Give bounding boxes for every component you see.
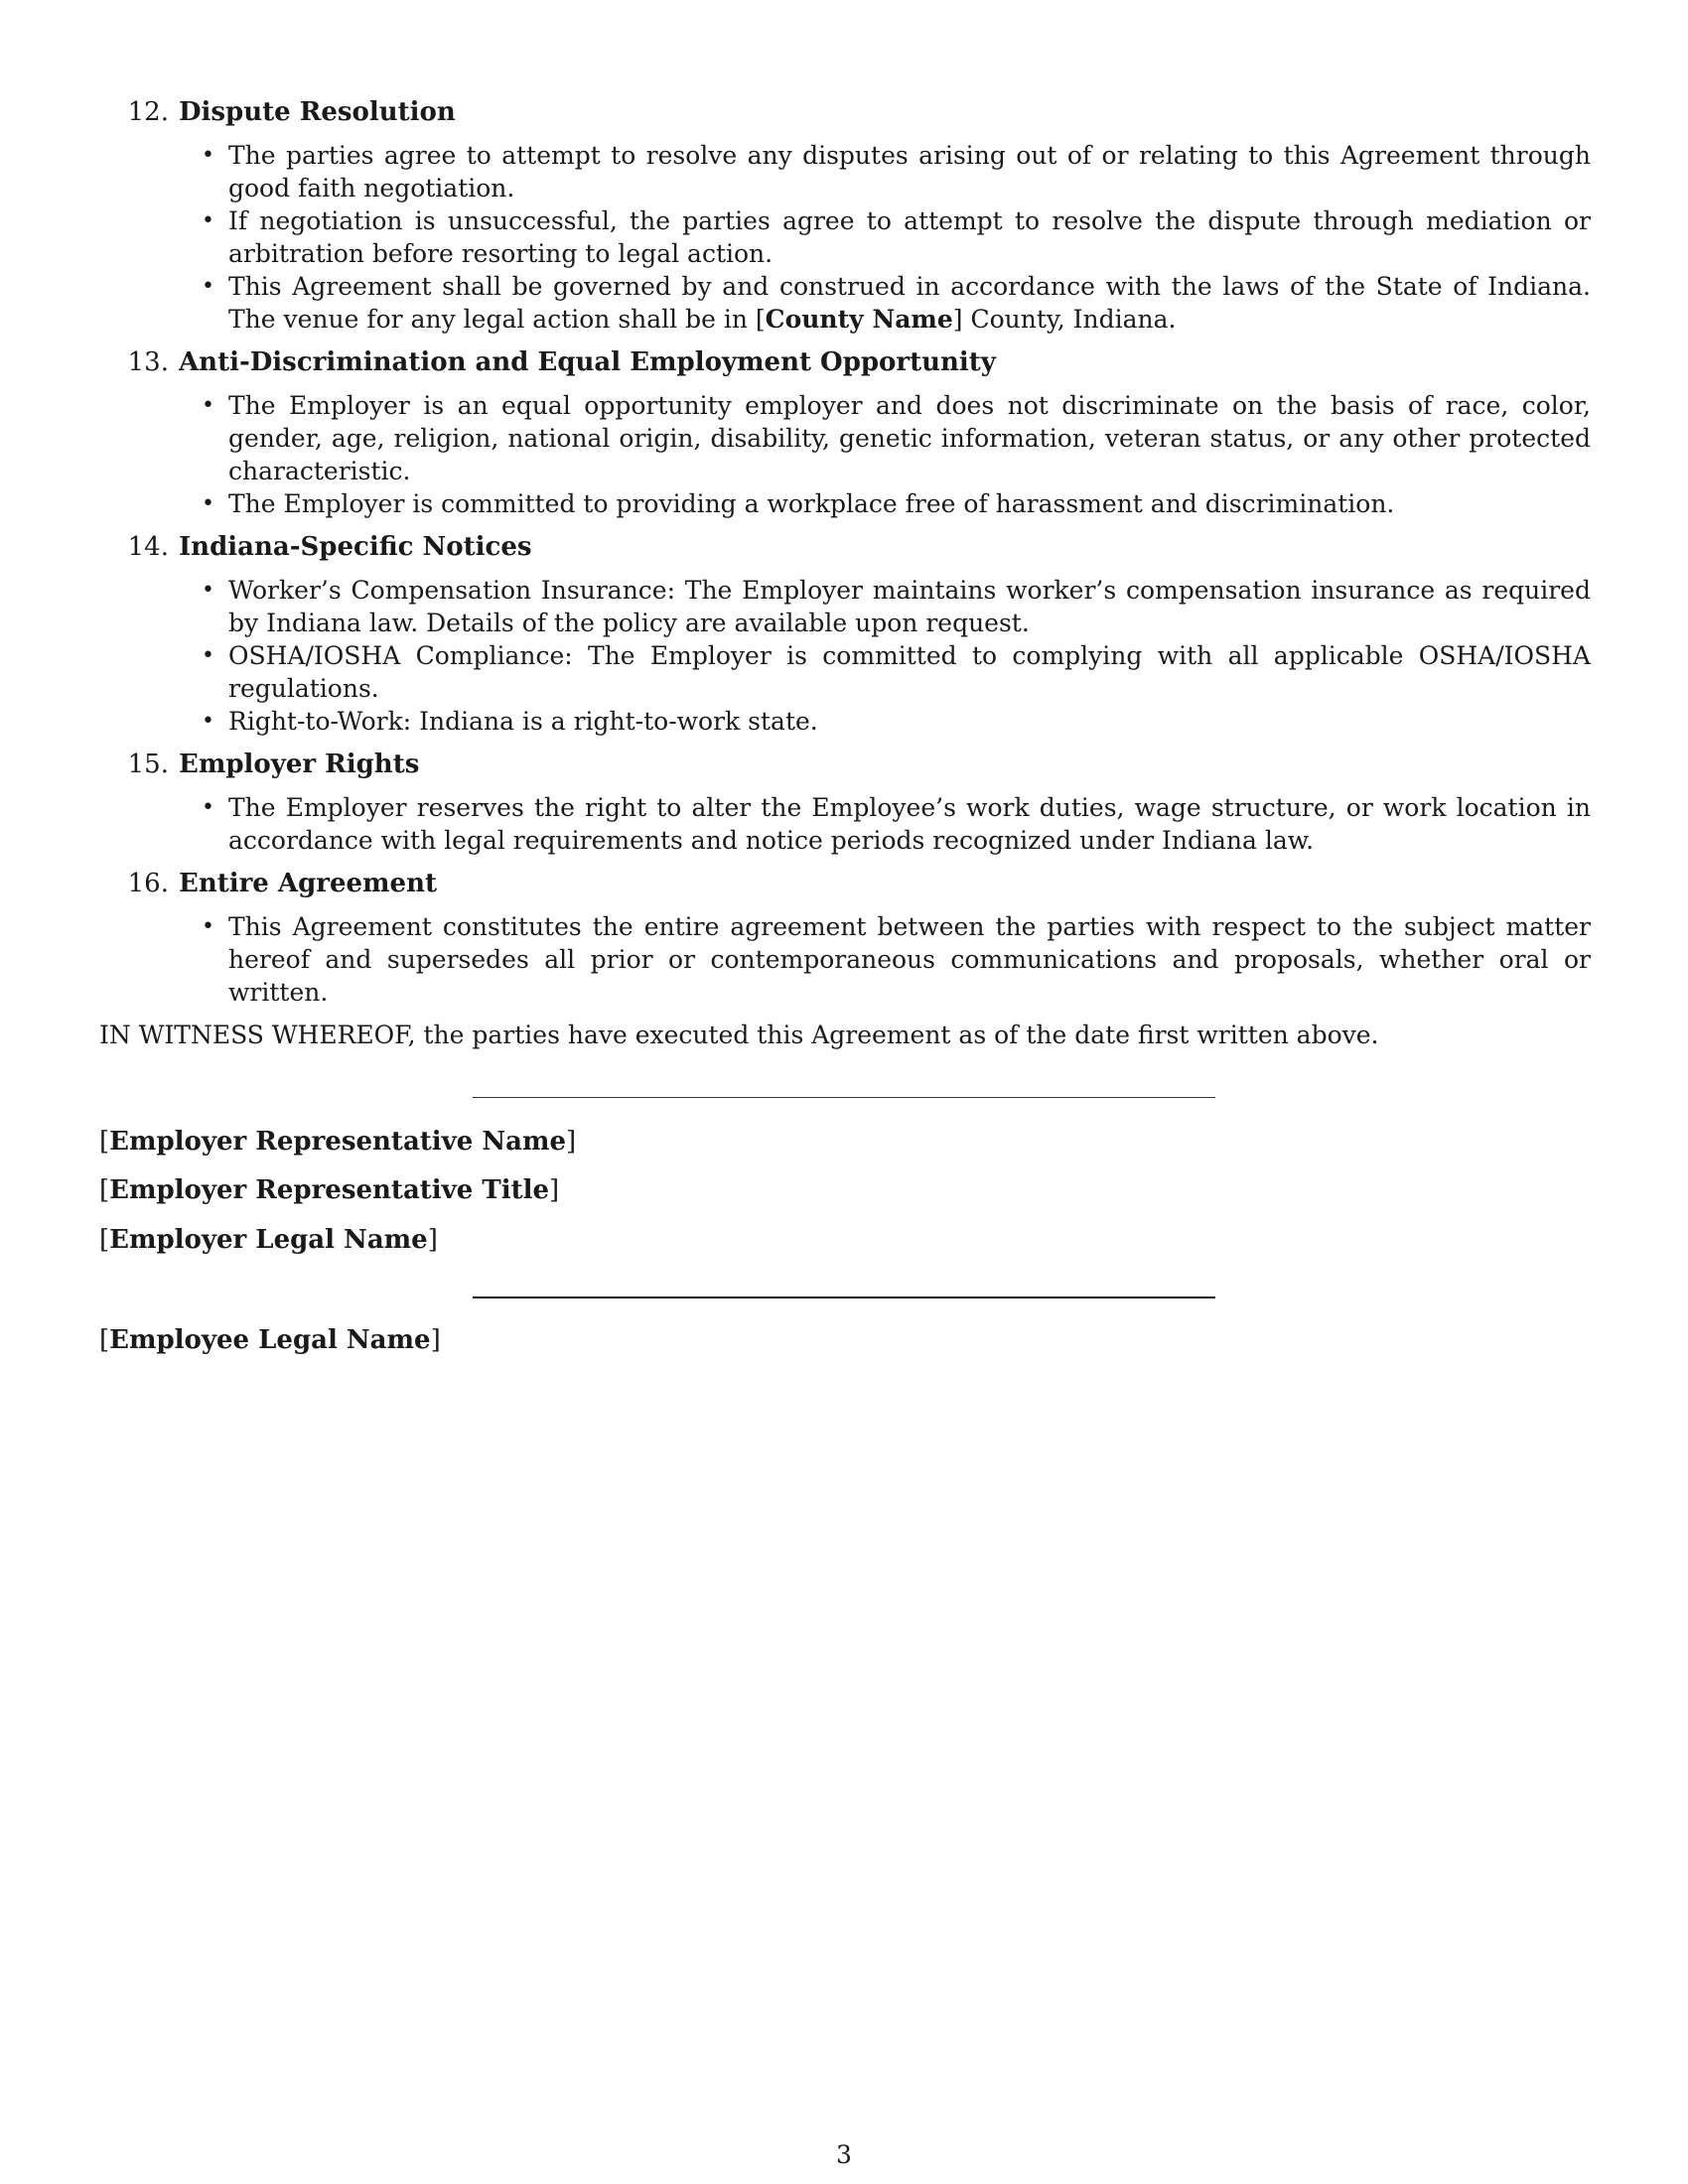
section-indiana-notices	[99, 530, 1591, 738]
section-heading	[99, 867, 1591, 900]
section-number: 16.	[127, 869, 169, 898]
section-employer-rights	[99, 748, 1591, 857]
section-heading	[99, 345, 1591, 379]
bullet-item: • The Employer reserves the right to alter the Employee’s work duties, wage structure, or work location in accordance with legal requirements and notice periods recognized under Indiana law.	[228, 791, 1591, 857]
bullet-item: • The Employer is an equal opportunity employer and does not discriminate on the basis of race, color, gender, age, religion, national origin, disability, genetic information, veteran status, or any other protected characteristic.	[228, 389, 1591, 487]
bullet-list	[99, 389, 1591, 520]
bullet-list	[99, 791, 1591, 857]
employer-rep-title: [Employer Representative Title]	[99, 1175, 560, 1205]
employer-rep-name: [Employer Representative Name]	[99, 1127, 577, 1157]
witness-statement: IN WITNESS WHEREOF, the parties have executed this Agreement as of the date first written above.	[99, 1021, 1379, 1049]
county-name-placeholder: County Name	[765, 305, 953, 334]
employer-legal-name-text: Employer Legal Name	[109, 1225, 428, 1255]
section-anti-discrimination	[99, 345, 1591, 520]
page-number: 3	[836, 2140, 852, 2169]
bullet-text: This Agreement shall be governed by and construed in accordance with the laws of the State of Indiana. The venue for any legal action shall be in [	[228, 272, 1591, 334]
document-content	[99, 95, 1591, 1051]
employee-signature-line	[473, 1297, 1215, 1298]
employer-rep-name-text: Employer Representative Name	[109, 1127, 567, 1157]
section-heading	[99, 748, 1591, 781]
bullet-list	[99, 574, 1591, 738]
bullet-item: • The Employer is committed to providing a workplace free of harassment and discrimination.	[228, 487, 1591, 520]
section-number: 15.	[127, 750, 169, 779]
bullet-text: ] County, Indiana.	[952, 305, 1177, 334]
bullet-list	[99, 910, 1591, 1009]
section-title: Dispute Resolution	[179, 97, 456, 127]
section-entire-agreement	[99, 867, 1591, 1009]
bullet-item: • Right-to-Work: Indiana is a right-to-work state.	[228, 705, 1591, 738]
employer-rep-title-text: Employer Representative Title	[109, 1175, 550, 1205]
employer-signature-line	[473, 1097, 1215, 1098]
bullet-item	[228, 270, 1591, 336]
section-number: 14.	[127, 532, 169, 562]
bullet-item: • Worker’s Compensation Insurance: The Employer maintains worker’s compensation insurance as required by Indiana law. Details of the policy are available upon request.	[228, 574, 1591, 639]
section-title: Entire Agreement	[179, 869, 437, 898]
section-title: Anti-Discrimination and Equal Employment Opportunity	[179, 347, 996, 377]
bullet-item: • This Agreement constitutes the entire agreement between the parties with respect to the subject matter hereof and supersedes all prior or contemporaneous communications and proposals, whether oral or written.	[228, 910, 1591, 1009]
bullet-item: • The parties agree to attempt to resolve any disputes arising out of or relating to this Agreement through good faith negotiation.	[228, 139, 1591, 205]
bullet-item: • If negotiation is unsuccessful, the parties agree to attempt to resolve the dispute through mediation or arbitration before resorting to legal action.	[228, 205, 1591, 270]
section-number: 12.	[127, 97, 169, 127]
section-heading	[99, 95, 1591, 129]
section-title: Employer Rights	[179, 750, 420, 779]
bullet-list	[99, 139, 1591, 336]
bullet-item: • OSHA/IOSHA Compliance: The Employer is committed to complying with all applicable OSHA/IOSHA regulations.	[228, 639, 1591, 705]
employee-legal-name: [Employee Legal Name]	[99, 1325, 441, 1355]
section-dispute-resolution	[99, 95, 1591, 336]
section-number: 13.	[127, 347, 169, 377]
employee-legal-name-text: Employee Legal Name	[109, 1325, 431, 1355]
section-heading	[99, 530, 1591, 564]
employer-legal-name: [Employer Legal Name]	[99, 1225, 438, 1255]
section-title: Indiana-Specific Notices	[179, 532, 532, 562]
